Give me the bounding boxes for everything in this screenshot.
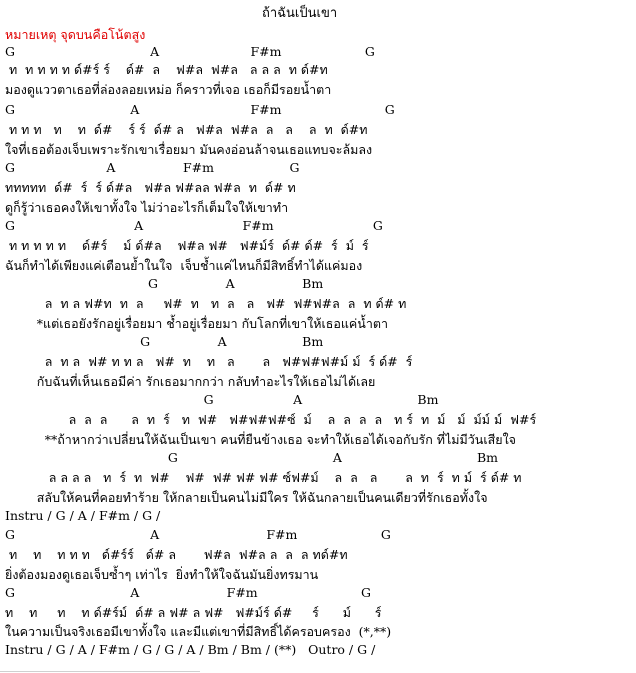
lyric-line: **ถ้าหากว่าเปลี่ยนให้ฉันเป็นเขา คนที่ยืนข้างเธอ จะทำให้เธอได้เจอกับรัก ที่ไม่มีวันเสียใจ	[5, 432, 516, 447]
note-line: ท ท ท ท ด์#ร์ม์ ด์# ล ฟ# ล ฟ# ฟ#ม์ร์ ด์# ร์ ม์ ร์	[5, 605, 382, 620]
lyric-line: ใจที่เธอต้องเจ็บเพราะรักเขาเรื่อยมา มันคงอ่อนล้าจนเธอแทบจะล้มลง	[5, 142, 373, 157]
lyric-line: ดูก็รู้ว่าเธอคงให้เขาทั้งใจ ไม่ว่าอะไรก็เต็มใจให้เขาทำ	[5, 200, 289, 215]
note-line: ล ล ล ล ท ร์ ท ฟ# ฟ# ฟ# ฟ# ฟ# ซ์ฟ#ม์ ล ล ล ล ท ร์ ท ม์ ร์ ด์# ท	[5, 470, 522, 485]
instrumental-outro-line: Instru / G / A / F#m / G / G / A / Bm / Bm / (**) Outro / G /	[5, 642, 376, 657]
lyric-line: ฉันก็ทำได้เพียงแค่เตือนย้ำในใจ เจ็บช้ำแค่ไหนก็มีสิทธิ์ทำได้แค่มอง	[5, 258, 363, 273]
chord-line: G A Bm	[5, 392, 439, 407]
lyric-line: สลับให้คนที่คอยทำร้าย ให้กลายเป็นคนไม่มีใคร ให้ฉันกลายเป็นคนเดียวที่รักเธอทั้งใจ	[5, 490, 488, 505]
bottom-divider	[0, 671, 200, 672]
song-title: ถ้าฉันเป็นเขา	[262, 6, 338, 21]
lyric-line: กับฉันที่เห็นเธอมีค่า รักเธอมากกว่า กลับทำอะไรให้เธอไม่ได้เลย	[5, 374, 376, 389]
lyric-line: ในความเป็นจริงเธอมีเขาทั้งใจ และมีแต่เขาที่มีสิทธิ์ได้ครอบครอง (*,**)	[5, 624, 392, 639]
chord-line: G A F#m G	[5, 585, 371, 600]
chord-line: G A F#m G	[5, 44, 375, 59]
note-line: ท ท ท ท ท ด์# ร์ ร์ ด์# ล ฟ#ล ฟ#ล ล ล ล ท ด์#ท	[5, 122, 368, 137]
chord-line: G A Bm	[5, 450, 499, 465]
lyric-line: มองดูแววตาเธอที่ล่องลอยเหม่อ ก็คราวที่เจอ เธอก็มีรอยน้ำตา	[5, 82, 332, 97]
chord-line: G A F#m G	[5, 527, 391, 542]
chord-line: G A F#m G	[5, 218, 383, 233]
lyric-line: *แต่เธอยังรักอยู่เรื่อยมา ช้ำอยู่เรื่อยมา กับโลกที่เขาให้เธอแค่น้ำตา	[5, 316, 388, 331]
chord-line: G A F#m G	[5, 102, 395, 117]
note-line: ททททท ด์# ร์ ร์ ด์#ล ฟ#ล ฟ#ลล ฟ#ล ท ด์# ท	[5, 180, 296, 195]
chord-line: G A Bm	[5, 334, 324, 349]
chord-line: G A F#m G	[5, 160, 300, 175]
lyric-line: ยิ่งต้องมองดูเธอเจ็บซ้ำๆ เท่าไร ยิ่งทำให้ใจฉันมันยิ่งทรมาน	[5, 567, 319, 582]
note-line: ท ท ท ท ท ด์#ร์ ร์ ด์# ล ฟ#ล ฟ#ล ล ล ล ท ด์#ท	[5, 62, 328, 77]
note-line: ล ท ล ฟ#ท ท ล ฟ# ท ท ล ล ฟ# ฟ#ฟ#ล ล ท ด์# ท	[5, 296, 407, 311]
instrumental-line: Instru / G / A / F#m / G /	[5, 508, 161, 523]
note-line: ท ท ท ท ท ด์#ร์ร์ ด์# ล ฟ#ล ฟ#ล ล ล ล ทด์#ท	[5, 547, 348, 562]
note-line: ท ท ท ท ท ด์#ร์ ม์ ด์#ล ฟ#ล ฟ# ฟ#ม์ร์ ด์# ด์# ร์ ม์ ร์	[5, 238, 369, 253]
note-line: ล ท ล ฟ# ท ท ล ฟ# ท ท ล ล ฟ#ฟ#ฟ#ม์ ม์ ร์ ด์# ร์	[5, 354, 413, 369]
chord-line: G A Bm	[5, 276, 324, 291]
note-line: ล ล ล ล ท ร์ ท ฟ# ฟ#ฟ#ฟ#ซ์ ม์ ล ล ล ล ท ร์ ท ม์ ม์ ม์ม์ ม์ ฟ#ร์	[5, 412, 537, 427]
note-text: หมายเหตุ จุดบนคือโน้ตสูง	[5, 27, 146, 42]
